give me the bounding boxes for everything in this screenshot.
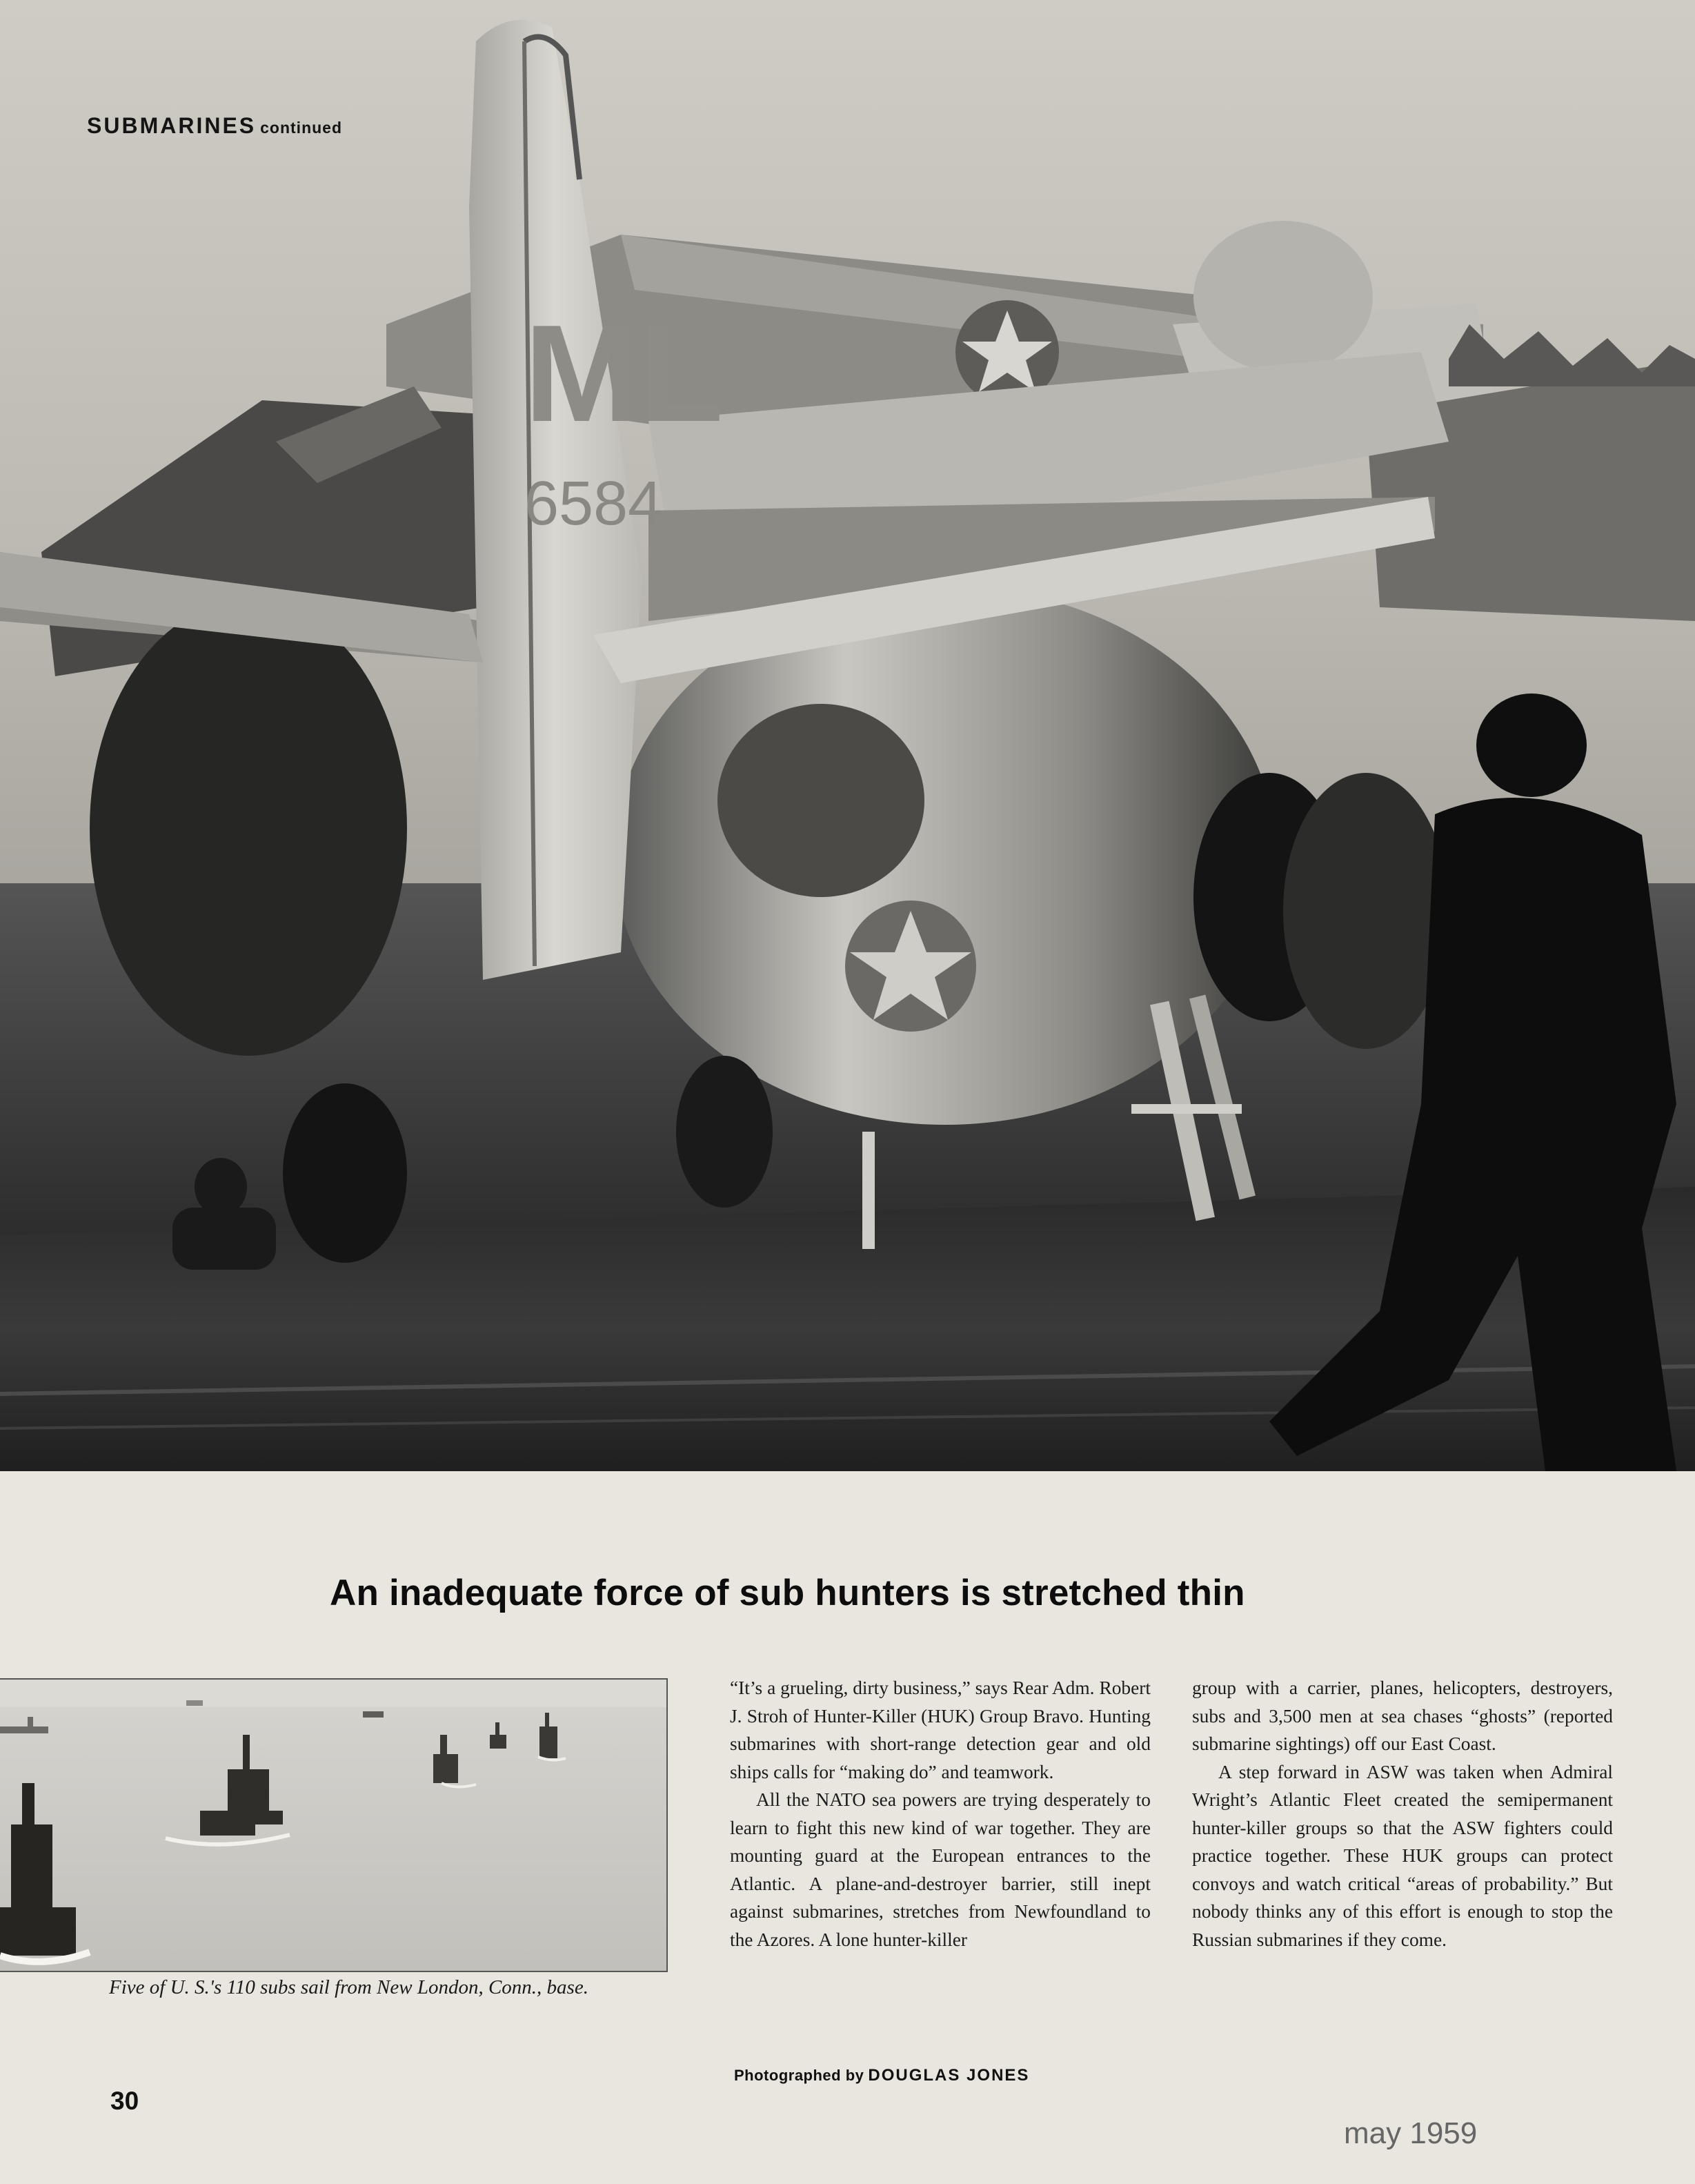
photo-credit [734, 2066, 1029, 2085]
tail-marking: ML [524, 297, 724, 451]
date-stamp: may 1959 [1344, 2116, 1478, 2150]
inset-photo-caption: Five of U. S.'s 110 subs sail from New London, Conn., base. [109, 1976, 588, 1998]
section-label [87, 113, 342, 139]
submarine-fleet-illustration [0, 1680, 666, 1971]
article-headline: An inadequate force of sub hunters is stretched thin [330, 1573, 1245, 1613]
section-label-suffix: continued [260, 119, 343, 137]
page-number: 30 [110, 2087, 139, 2115]
photo-credit-prefix: Photographed by [734, 2067, 864, 2084]
article-paragraph: A step forward in ASW was taken when Admiral Wright’s Atlantic Fleet created the semipermanent hunter-killer groups so that the ASW fighters could practice together. These HUK groups can protect convoys and watch critical “areas of probability.” But nobody thinks any of this effort is enough to stop the Russian submarines if they come. [1192, 1761, 1613, 1950]
article-paragraph: “It’s a grueling, dirty business,” says Rear Adm. Robert J. Stroh of Hunter-Killer (HUK) Group Bravo. Hunting submarines with short-range detection gear and old ships calls for “making do” and teamwork. [730, 1678, 1151, 1782]
article-paragraph: group with a carrier, planes, helicopters, destroyers, subs and 3,500 men at sea chases “ghosts” (reported submarine sightings) off our East Coast. [1192, 1678, 1613, 1754]
inset-photo [0, 1678, 668, 1972]
section-label-title: SUBMARINES [87, 113, 257, 138]
article-column-1 [730, 1674, 1151, 1954]
article-column-2 [1192, 1674, 1613, 1954]
tail-number: 6584 [524, 469, 663, 538]
photo-credit-name: DOUGLAS JONES [868, 2066, 1030, 2085]
article-paragraph: All the NATO sea powers are trying desperately to learn to fight this new kind of war together. They are mounting guard at the European entrances to the Atlantic. A plane-and-destroyer barrier, still inept against submarines, stretches from Newfoundland to the Azores. A lone hunter-killer [730, 1789, 1151, 1950]
